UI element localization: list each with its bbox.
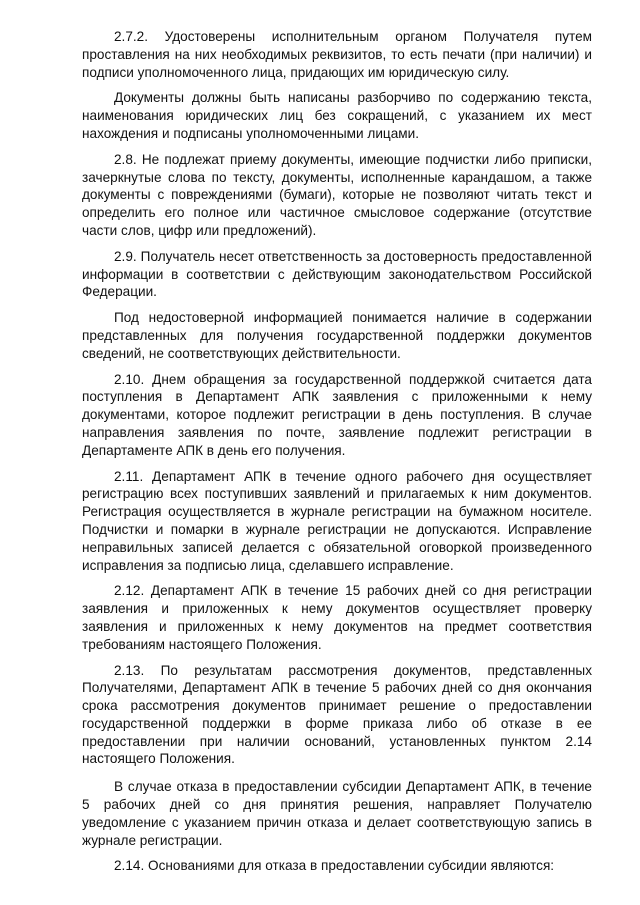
paragraph-2-9: 2.9. Получатель несет ответственность за достоверность предоставленной информации в соответствии с действующим законодательством Российской Федерации. — [82, 248, 592, 300]
paragraph-2-10: 2.10. Днем обращения за государственной поддержкой считается дата поступления в Департамент АПК заявления с приложенными к нему документами, которое подлежит регистрации в день поступления. В случае направления заявления по почте, заявление подлежит регистрации в Департаменте АПК в день его получения. — [82, 371, 592, 458]
paragraph-2-8: 2.8. Не подлежат приему документы, имеющие подчистки либо приписки, зачеркнутые слова по тексту, документы, исполненные карандашом, а также документы с повреждениями (бумаги), которые не позволяют читать текст и определить его полное или частичное смысловое содержание (отсутствие части слов, цифр или предложений). — [82, 151, 592, 238]
paragraph-2-14: 2.14. Основаниями для отказа в предоставлении субсидии являются: — [114, 858, 555, 874]
paragraph-refusal-notice: В случае отказа в предоставлении субсидии Департамент АПК, в течение 5 рабочих дней со дня принятия решения, направляет Получателю уведомление с указанием причин отказа и делает соответствующую запись в журнале регистрации. — [82, 779, 592, 848]
paragraph-2-7-2: 2.7.2. Удостоверены исполнительным органом Получателя путем проставления на них необходимых реквизитов, то есть печати (при наличии) и подписи уполномоченного лица, придающих им юридическую силу. — [82, 29, 592, 80]
paragraph-2-12: 2.12. Департамент АПК в течение 15 рабочих дней со дня регистрации заявления и приложенных к нему документов осуществляет проверку заявления и приложенных к нему документов на предмет соответствия требованиям настоящего Положения. — [82, 583, 592, 652]
paragraph-documents-requirements: Документы должны быть написаны разборчиво по содержанию текста, наименования юридических лиц без сокращений, с указанием их мест нахождения и подписаны уполномоченными лицами. — [82, 90, 592, 141]
paragraph-2-13: 2.13. По результатам рассмотрения документов, представленных Получателями, Департамент АПК в течение 5 рабочих дней со дня окончания срока рассмотрения документов принимает решение о предоставлении государственной поддержки в форме приказа либо об отказе в ее предоставлении при наличии оснований, установленных пунктом 2.14 настоящего Положения. — [82, 662, 592, 767]
paragraph-2-11: 2.11. Департамент АПК в течение одного рабочего дня осуществляет регистрацию всех поступивших заявлений и прилагаемых к ним документов. Регистрация осуществляется в журнале регистрации на бумажном носителе. Подчистки и помарки в журнале регистрации не допускаются. Исправление неправильных записей делается с обязательной оговоркой произведенного исправления за подписью лица, сделавшего исправление. — [82, 468, 592, 573]
paragraph-false-information: Под недостоверной информацией понимается наличие в содержании представленных для получения государственной поддержки документов сведений, не соответствующих действительности. — [82, 310, 592, 361]
